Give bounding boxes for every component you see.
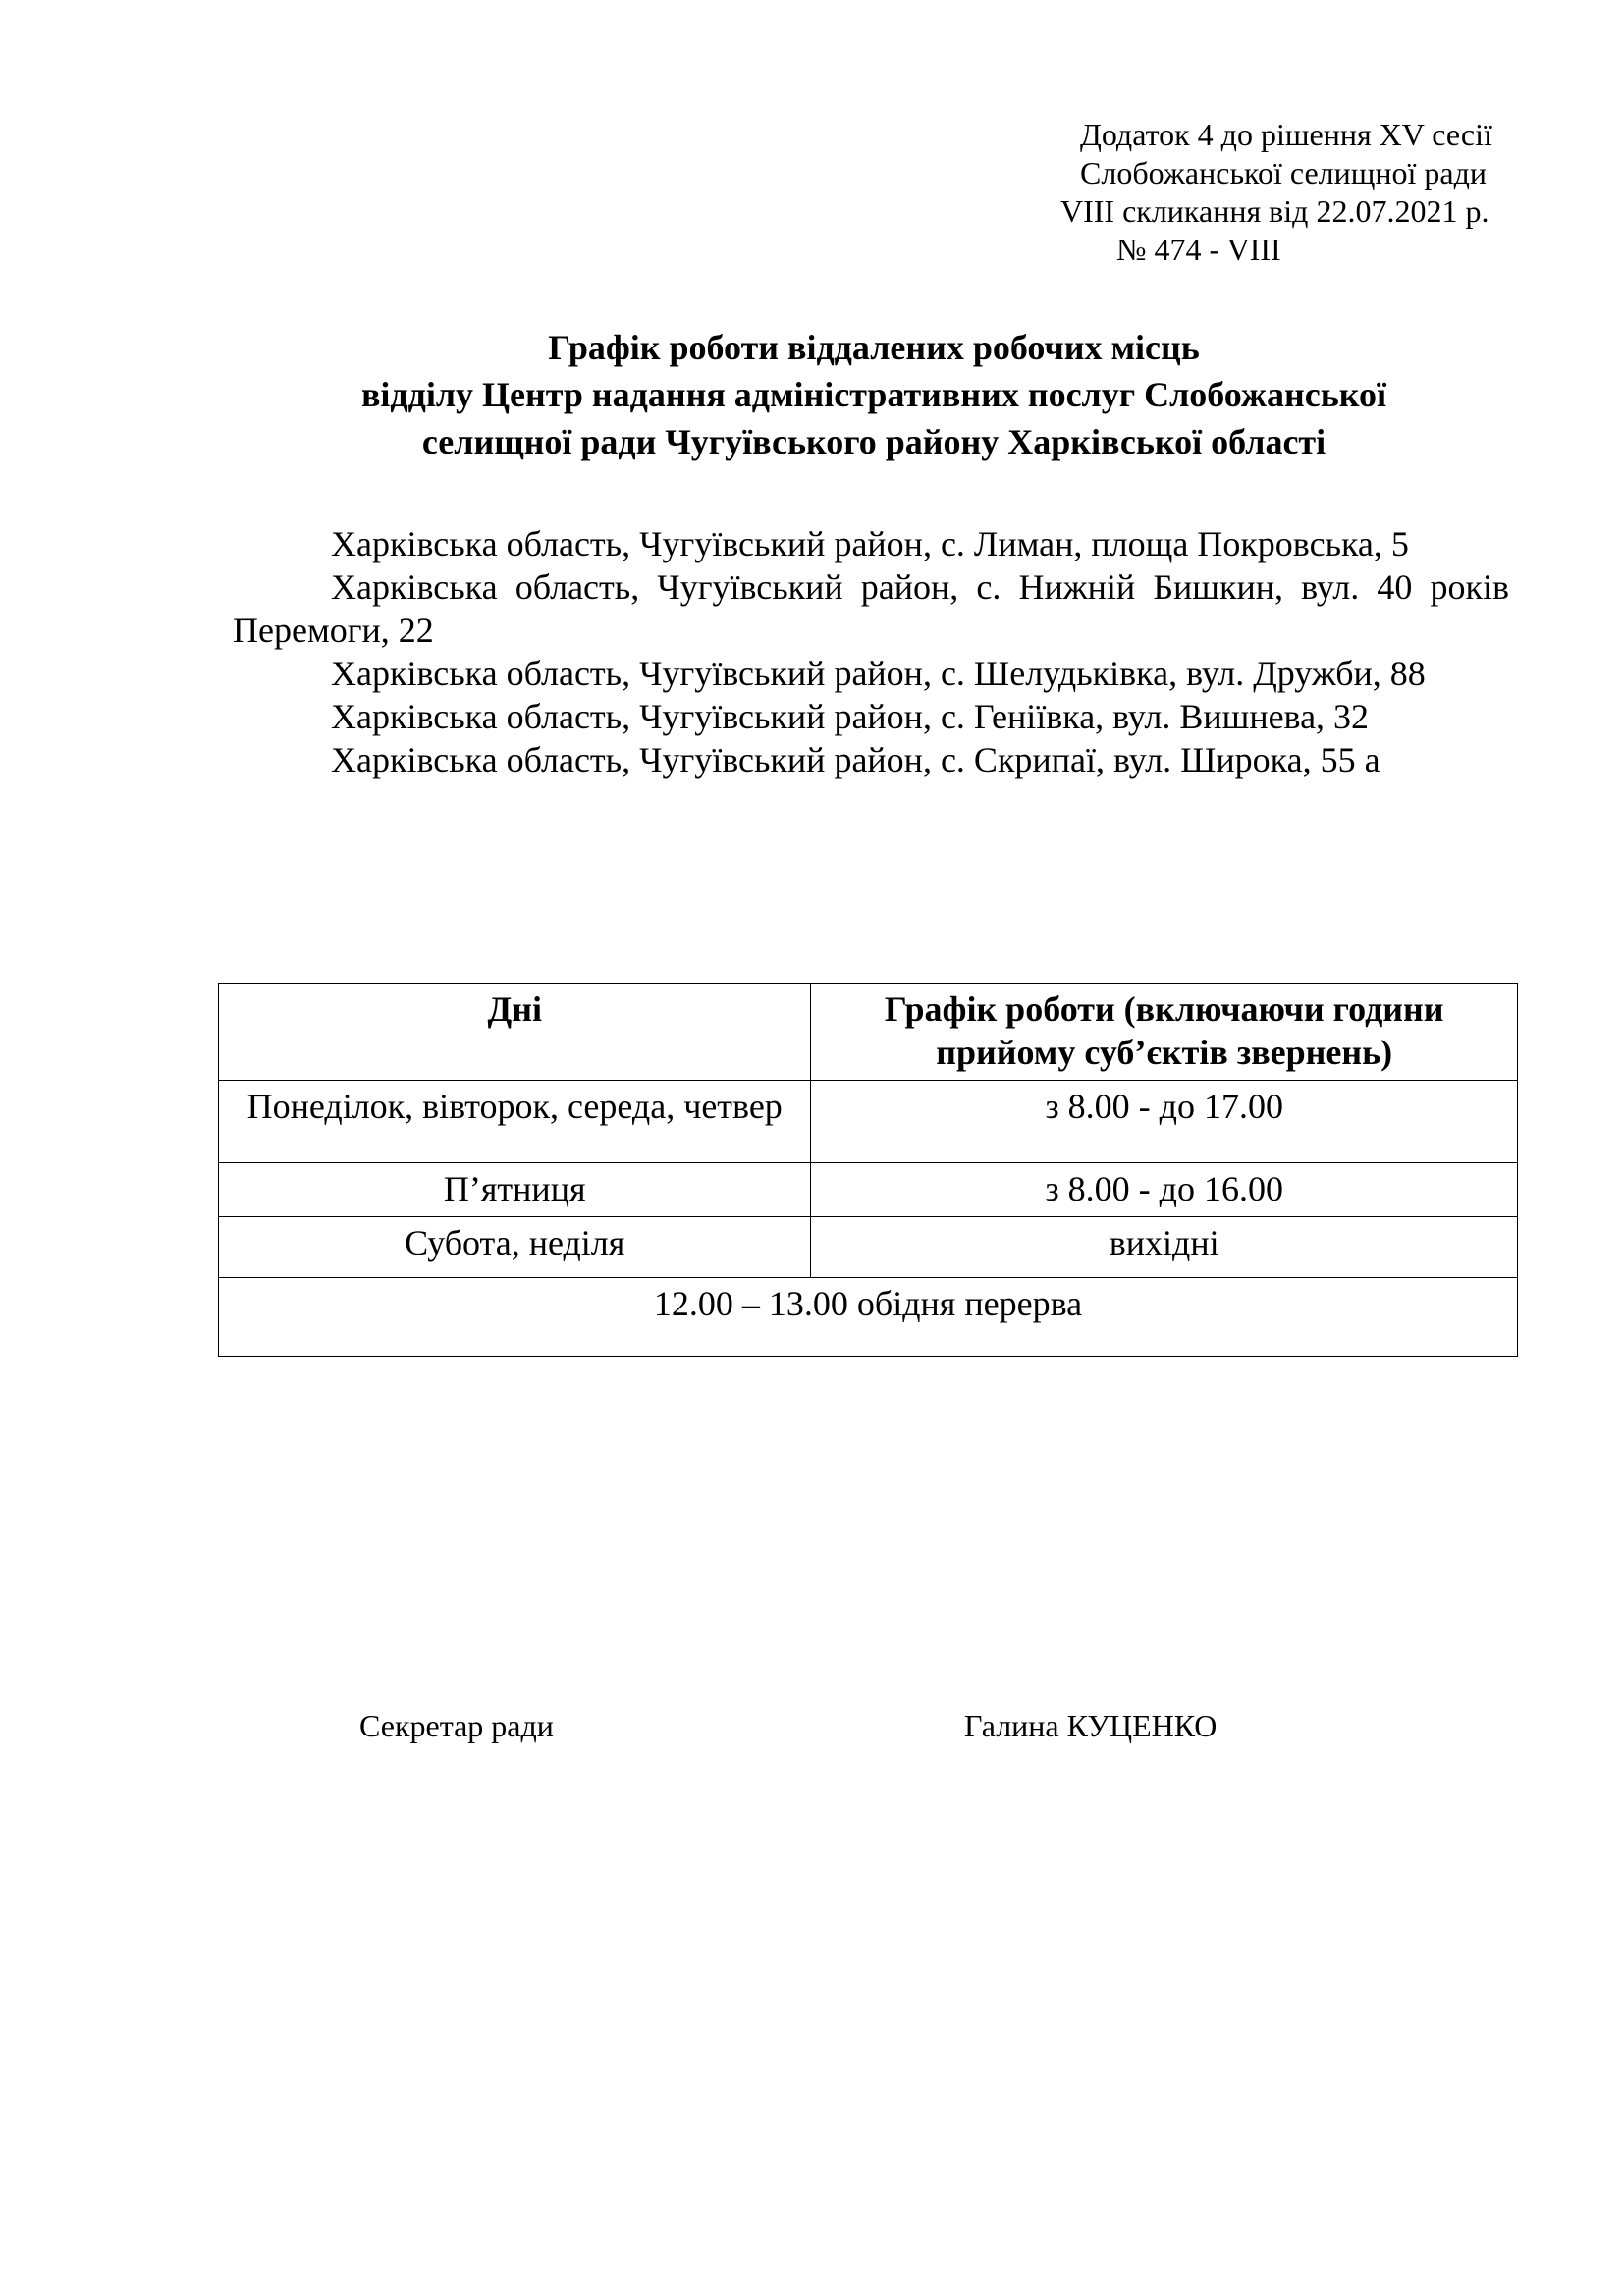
table-header-row — [219, 984, 1518, 1081]
cell-schedule: з 8.00 - до 16.00 — [811, 1163, 1518, 1217]
address-item: Харківська область, Чугуївський район, с. Скрипаї, вул. Широка, 55 а — [331, 740, 1380, 779]
cell-schedule: вихідні — [811, 1217, 1518, 1278]
annex-reference — [1060, 116, 1492, 269]
cell-days: П’ятниця — [219, 1163, 811, 1217]
schedule-table — [218, 983, 1518, 1357]
address-item: Харківська область, Чугуївський район, с. Шелудьківка, вул. Дружби, 88 — [331, 654, 1426, 693]
table-row — [219, 1217, 1518, 1278]
address-item: Харківська область, Чугуївський район, с. Лиман, площа Покровська, 5 — [331, 524, 1409, 563]
annex-line-2: Слобожанської селищної ради — [1080, 155, 1487, 190]
title-line-3: селищної ради Чугуївського району Харківської області — [421, 422, 1326, 461]
title-line-2: відділу Центр надання адміністративних послуг Слобожанської — [360, 375, 1387, 414]
annex-line-1: Додаток 4 до рішення XV сесії — [1080, 117, 1492, 152]
document-title — [226, 324, 1522, 465]
address-item: Харківська область, Чугуївський район, с. Геніївка, вул. Вишнева, 32 — [331, 697, 1370, 736]
header-schedule: Графік роботи (включаючи години прийому суб’єктів звернень) — [811, 984, 1518, 1081]
table-row — [219, 1081, 1518, 1163]
annex-line-4: № 474 - VIII — [1116, 232, 1281, 267]
header-days: Дні — [219, 984, 811, 1081]
address-list — [233, 522, 1509, 781]
title-line-1: Графік роботи віддалених робочих місць — [548, 328, 1200, 367]
signature-position: Секретар ради — [359, 1708, 554, 1743]
cell-days: Субота, неділя — [219, 1217, 811, 1278]
cell-days: Понеділок, вівторок, середа, четвер — [219, 1081, 811, 1163]
lunch-break-cell: 12.00 – 13.00 обідня перерва — [219, 1278, 1518, 1357]
cell-schedule: з 8.00 - до 17.00 — [811, 1081, 1518, 1163]
signature-name: Галина КУЦЕНКО — [964, 1708, 1218, 1743]
annex-line-3: VIII скликання від 22.07.2021 р. — [1060, 193, 1489, 229]
address-item: Харківська область, Чугуївський район, с. Нижній Бишкин, вул. 40 років Перемоги, 22 — [233, 567, 1509, 650]
table-row — [219, 1163, 1518, 1217]
lunch-break-row — [219, 1278, 1518, 1357]
